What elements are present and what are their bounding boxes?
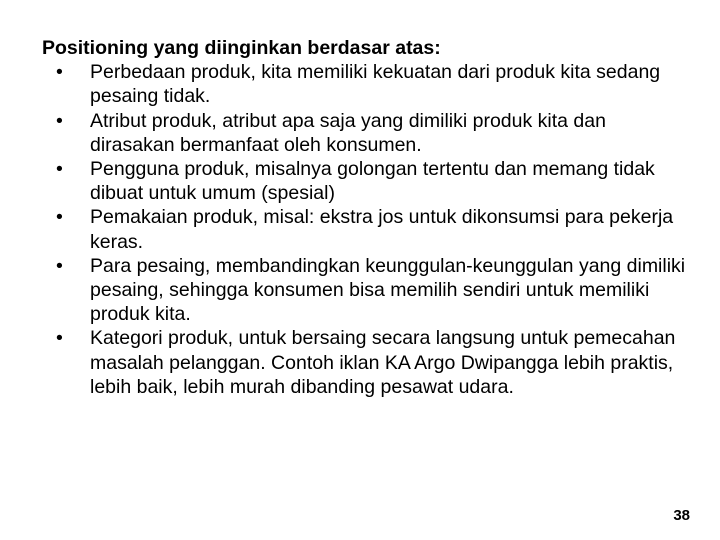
bullet-icon: •: [56, 109, 63, 132]
bullet-text: Para pesaing, membandingkan keunggulan-keunggulan yang dimiliki pesaing, sehingga konsumen bisa memilih sendiri untuk memiliki produk kita.: [90, 254, 686, 326]
bullet-item: [42, 157, 692, 205]
bullet-item: [42, 326, 692, 399]
bullet-text: Pengguna produk, misalnya golongan tertentu dan memang tidak dibuat untuk umum (spesial): [90, 158, 655, 205]
bullet-icon: •: [56, 206, 63, 229]
bullet-text: Atribut produk, atribut apa saja yang dimiliki produk kita dan dirasakan bermanfaat oleh konsumen.: [90, 109, 606, 156]
bullet-item: [42, 60, 692, 108]
bullet-item: [42, 109, 692, 157]
bullet-text: Perbedaan produk, kita memiliki kekuatan dari produk kita sedang pesaing tidak.: [90, 61, 661, 108]
slide-content: [42, 36, 692, 399]
bullet-icon: •: [56, 61, 63, 84]
page-number: 38: [673, 507, 690, 524]
bullet-icon: •: [56, 327, 63, 350]
bullet-icon: •: [56, 254, 63, 277]
bullet-text: Pemakaian produk, misal: ekstra jos untuk dikonsumsi para pekerja keras.: [90, 206, 674, 253]
bullet-icon: •: [56, 158, 63, 181]
bullet-item: [42, 205, 692, 253]
slide-title: Positioning yang diinginkan berdasar atas:: [42, 37, 441, 59]
bullet-item: [42, 254, 692, 327]
bullet-list: [42, 60, 692, 399]
bullet-text: Kategori produk, untuk bersaing secara langsung untuk pemecahan masalah pelanggan. Contoh iklan KA Argo Dwipangga lebih praktis, lebih baik, lebih murah dibanding pesawat udara.: [90, 327, 676, 398]
